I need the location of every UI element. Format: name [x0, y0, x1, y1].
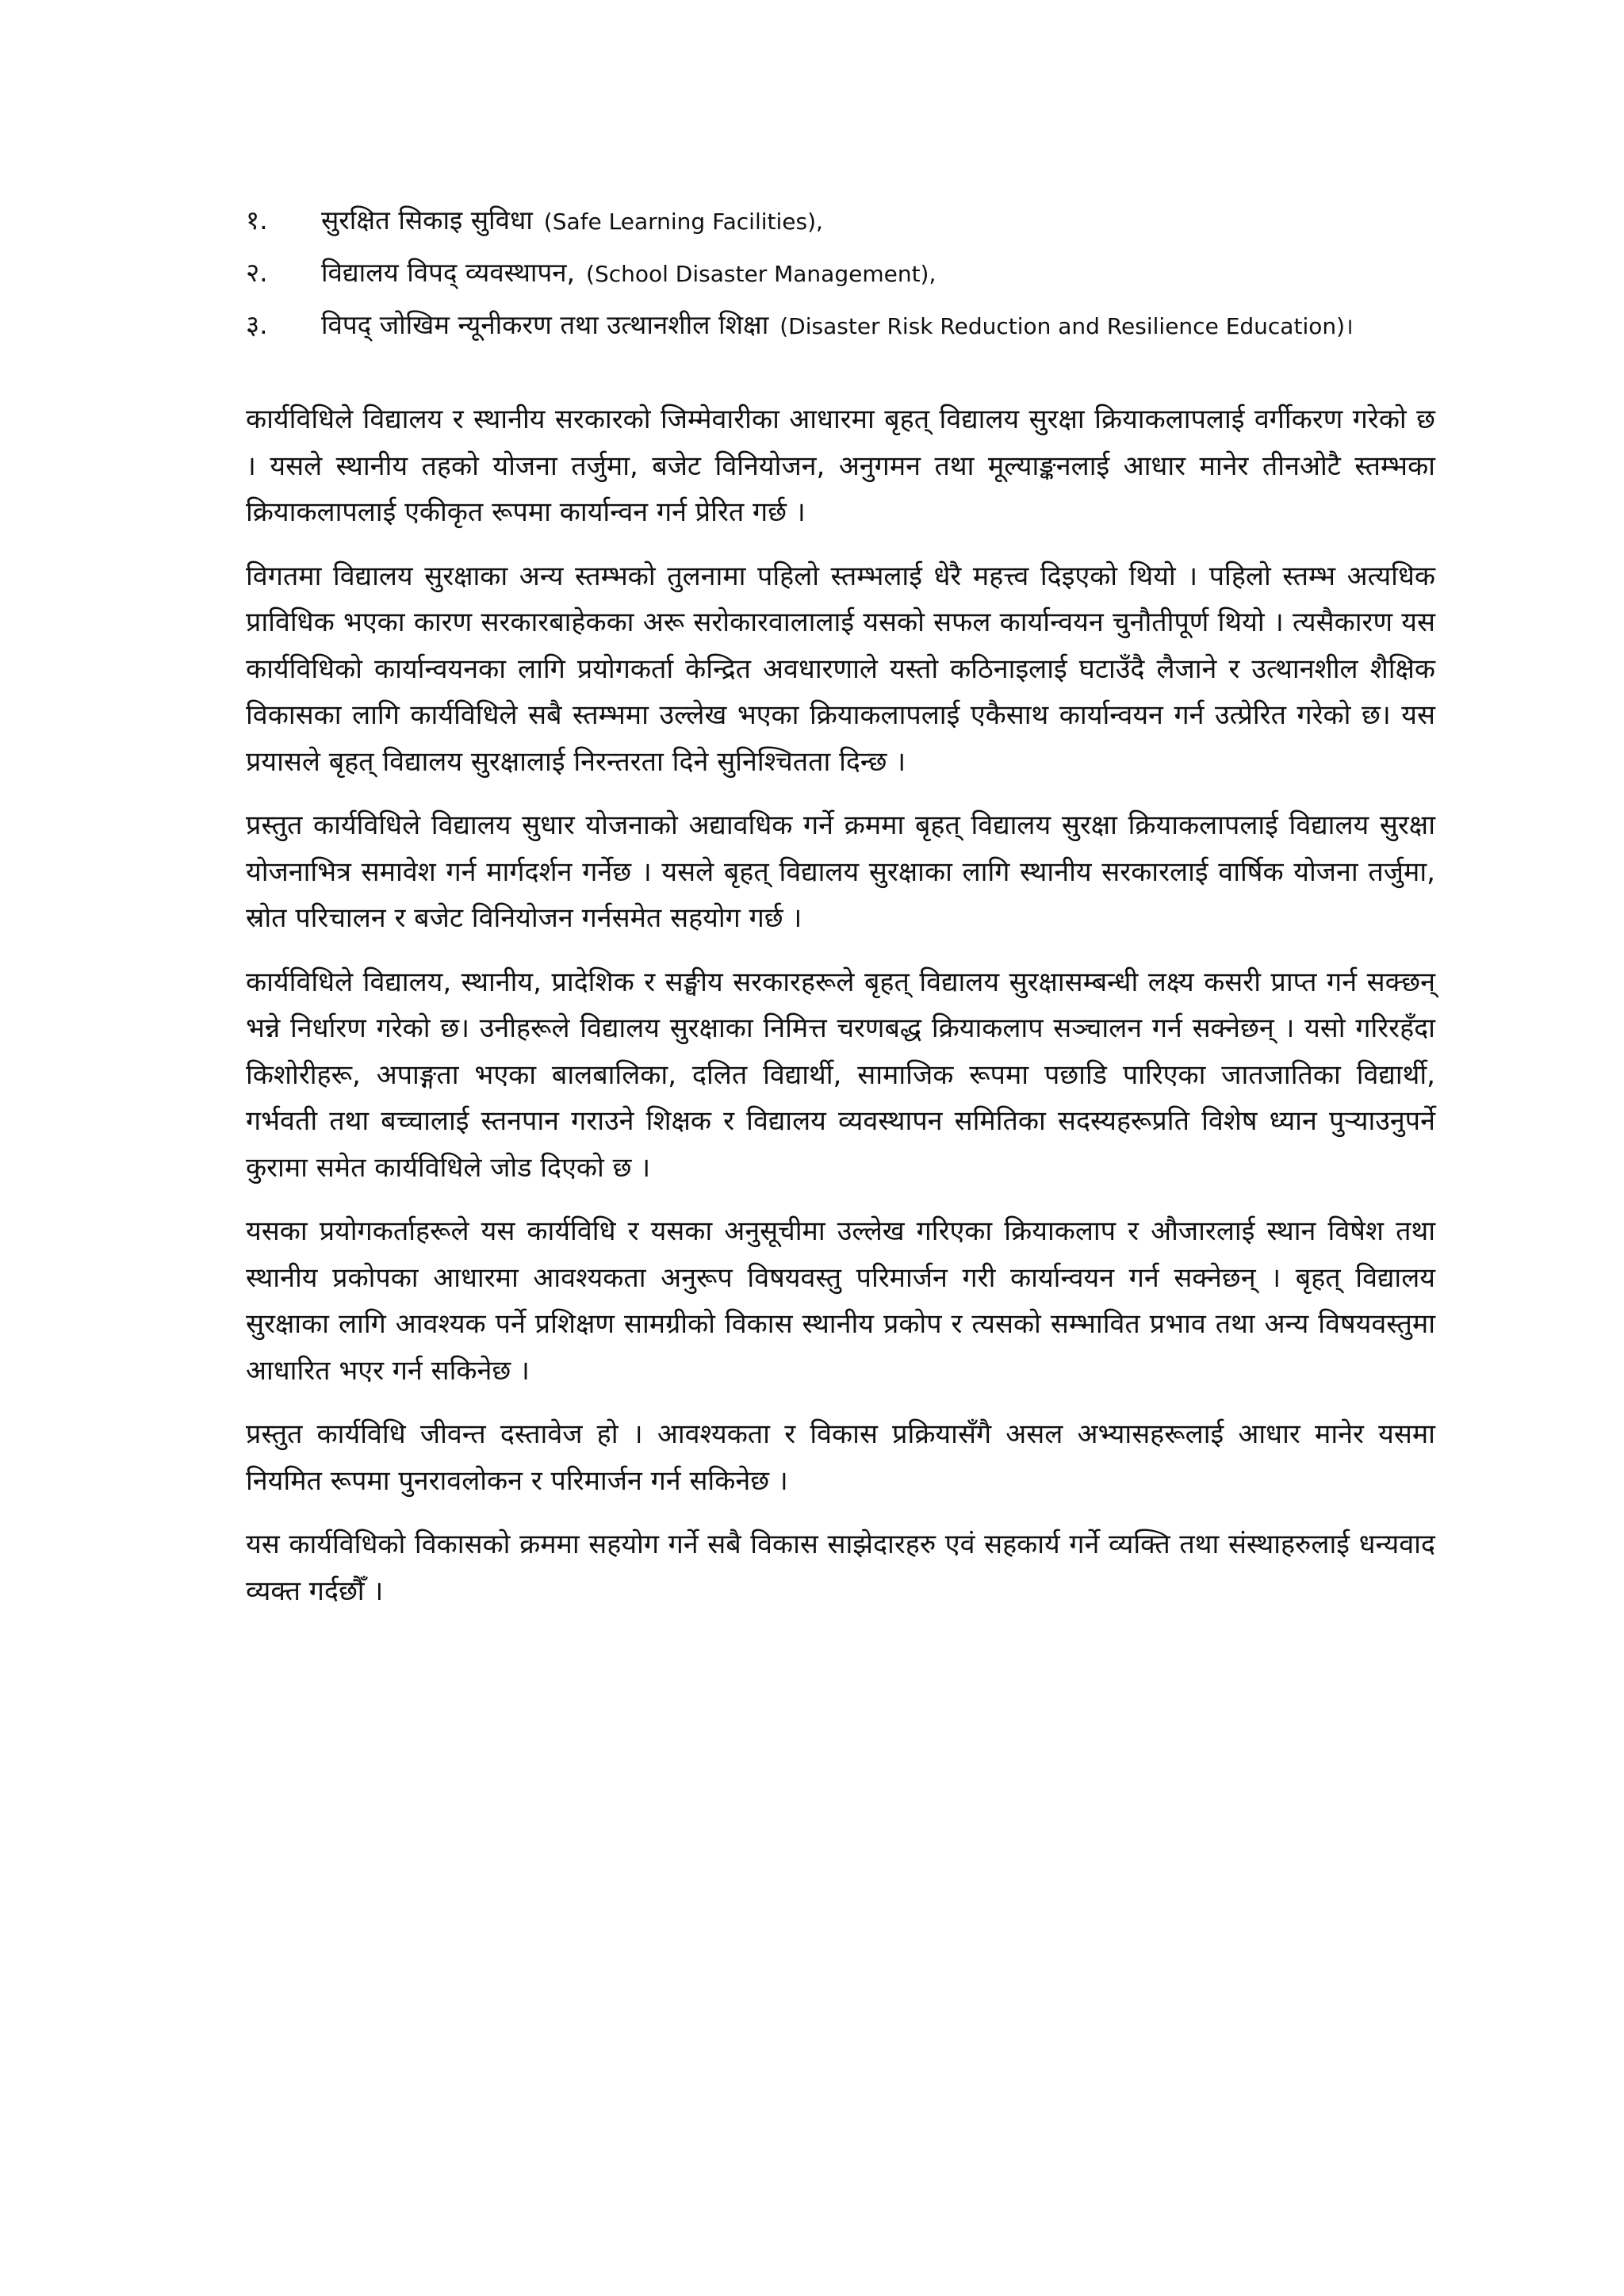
list-item-nepali-text: विद्यालय विपद् व्यवस्थापन,: [321, 257, 576, 288]
list-item: [246, 247, 1435, 299]
paragraph-school-improvement-plan: प्रस्तुत कार्यविधिले विद्यालय सुधार योजनाको अद्यावधिक गर्ने क्रममा बृहत् विद्यालय सुरक्षा क्रियाकलापलाई विद्यालय सुरक्षा योजनाभित्र समावेश गर्न मार्गदर्शन गर्नेछ । यसले बृहत् विद्यालय सुरक्षाका लागि स्थानीय सरकारलाई वार्षिक योजना तर्जुमा, स्रोत परिचालन र बजेट विनियोजन गर्नसमेत सहयोग गर्छ ।: [246, 809, 1435, 934]
list-item-english-text: (Disaster Risk Reduction and Resilience Education)।: [779, 313, 1354, 339]
body-text: [246, 396, 1435, 1632]
list-item-nepali-text: सुरक्षित सिकाइ सुविधा: [321, 205, 533, 235]
paragraph-users-adaptation: यसका प्रयोगकर्ताहरूले यस कार्यविधि र यसका अनुसूचीमा उल्लेख गरिएका क्रियाकलाप र औजारलाई स्थान विषेश तथा स्थानीय प्रकोपका आधारमा आवश्यकता अनुरूप विषयवस्तु परिमार्जन गरी कार्यान्वयन गर्न सक्नेछन् । बृहत् विद्यालय सुरक्षाका लागि आवश्यक पर्ने प्रशिक्षण सामग्रीको विकास स्थानीय प्रकोप र त्यसको सम्भावित प्रभाव तथा अन्य विषयवस्तुमा आधारित भएर गर्न सकिनेछ ।: [246, 1215, 1435, 1387]
paragraph-classification: कार्यविधिले विद्यालय र स्थानीय सरकारको जिम्मेवारीका आधारमा बृहत् विद्यालय सुरक्षा क्रियाकलापलाई वर्गीकरण गरेको छ । यसले स्थानीय तहको योजना तर्जुमा, बजेट विनियोजन, अनुगमन तथा मूल्याङ्कनलाई आधार मानेर तीनओटै स्तम्भका क्रियाकलापलाई एकीकृत रूपमा कार्यान्वन गर्न प्रेरित गर्छ ।: [246, 404, 1435, 528]
list-item-nepali-text: विपद् जोखिम न्यूनीकरण तथा उत्थानशील शिक्षा: [321, 309, 769, 340]
list-item-english-text: (School Disaster Management),: [586, 261, 936, 287]
list-item-number: १.: [246, 205, 268, 235]
paragraph-past-priority: विगतमा विद्यालय सुरक्षाका अन्य स्तम्भको तुलनामा पहिलो स्तम्भलाई धेरै महत्त्व दिइएको थियो । पहिलो स्तम्भ अत्यधिक प्राविधिक भएका कारण सरकारबाहेकका अरू सरोकारवालालाई यसको सफल कार्यान्वयन चुनौतीपूर्ण थियो । त्यसैकारण यस कार्यविधिको कार्यान्वयनका लागि प्रयोगकर्ता केन्द्रित अवधारणाले यस्तो कठिनाइलाई घटाउँदै लैजाने र उत्थानशील शैक्षिक विकासका लागि कार्यविधिले सबै स्तम्भमा उल्लेख भएका क्रियाकलापलाई एकैसाथ कार्यान्वयन गर्न उत्प्रेरित गरेको छ। यस प्रयासले बृहत् विद्यालय सुरक्षालाई निरन्तरता दिने सुनिश्चितता दिन्छ ।: [246, 560, 1435, 778]
list-item-english-text: (Safe Learning Facilities),: [543, 209, 823, 235]
list-item-number: २.: [246, 257, 268, 288]
paragraph-living-document: प्रस्तुत कार्यविधि जीवन्त दस्तावेज हो । आवश्यकता र विकास प्रक्रियासँगै असल अभ्यासहरूलाई आधार मानेर यसमा नियमित रूपमा पुनरावलोकन र परिमार्जन गर्न सकिनेछ ।: [246, 1418, 1435, 1497]
paragraph-government-roles: कार्यविधिले विद्यालय, स्थानीय, प्रादेशिक र सङ्घीय सरकारहरूले बृहत् विद्यालय सुरक्षासम्बन्धी लक्ष्य कसरी प्राप्त गर्न सक्छन् भन्ने निर्धारण गरेको छ। उनीहरूले विद्यालय सुरक्षाका निमित्त चरणबद्ध क्रियाकलाप सञ्चालन गर्न सक्नेछन् । यसो गरिरहँदा किशोरीहरू, अपाङ्गता भएका बालबालिका, दलित विद्यार्थी, सामाजिक रूपमा पछाडि पारिएका जातजातिका विद्यार्थी, गर्भवती तथा बच्चालाई स्तनपान गराउने शिक्षक र विद्यालय व्यवस्थापन समितिका सदस्यहरूप्रति विशेष ध्यान पुऱ्याउनुपर्ने कुरामा समेत कार्यविधिले जोड दिएको छ ।: [246, 966, 1435, 1184]
pillar-list: [246, 194, 1435, 351]
list-item-number: ३.: [246, 309, 268, 340]
list-item: [246, 194, 1435, 247]
list-item: [246, 299, 1435, 351]
paragraph-acknowledgement: यस कार्यविधिको विकासको क्रममा सहयोग गर्ने सबै विकास साझेदारहरु एवं सहकार्य गर्ने व्यक्ति तथा संस्थाहरुलाई धन्यवाद व्यक्त गर्दछौँ ।: [246, 1529, 1435, 1607]
